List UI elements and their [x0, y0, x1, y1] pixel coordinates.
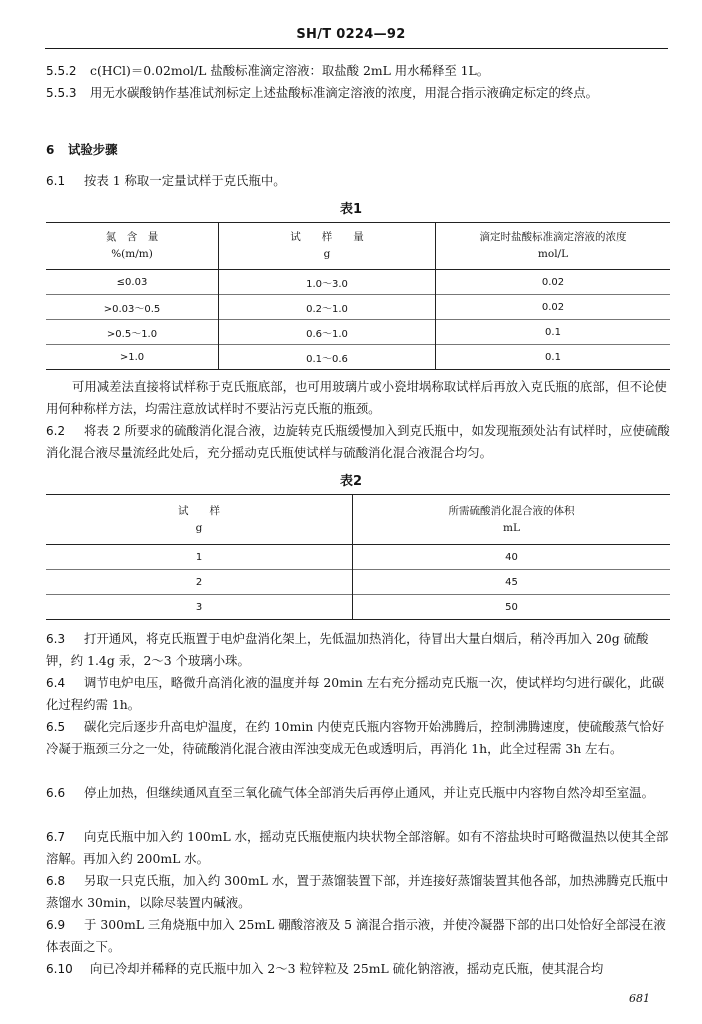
table-cell: 40	[353, 545, 671, 570]
header-unit: mL	[503, 521, 520, 534]
header-label: 所需硫酸消化混合液的体积	[448, 504, 575, 517]
table-2-caption: 表2	[339, 474, 363, 489]
clause-6-3	[46, 628, 670, 672]
clause-number: 6.10	[46, 962, 73, 976]
table-cell: >0.03～0.5	[46, 295, 219, 320]
clause-number: 6.4	[46, 676, 66, 690]
page-number: 681	[629, 992, 650, 1005]
clause-6-1	[46, 170, 670, 192]
header-rule	[45, 48, 668, 49]
header-cell	[436, 223, 671, 270]
header-cell	[219, 223, 436, 270]
table-cell: 0.1	[436, 320, 671, 345]
table-cell: >0.5～1.0	[46, 320, 219, 345]
clause-number: 6.5	[46, 720, 66, 734]
table-cell: ≤0.03	[116, 276, 148, 288]
clause-6-6	[46, 782, 670, 804]
clause-text: 打开通风，将克氏瓶置于电炉盘消化架上，先低温加热消化，待冒出大量白烟后，稍冷再加入 20g 硫酸钾，约 1.4g 汞，2～3 个玻璃小珠。	[46, 631, 649, 668]
header-label: 试 样	[178, 504, 220, 517]
clause-5-5-3	[46, 82, 670, 104]
clause-6-9	[46, 914, 670, 958]
table-cell: 2	[46, 570, 353, 595]
clause-6-2	[46, 420, 670, 464]
clause-number: 5.5.3	[46, 86, 77, 100]
table-cell: 3	[46, 595, 353, 620]
section-6-title	[46, 140, 118, 158]
table-cell: 0.6～1.0	[219, 320, 436, 345]
clause-number: 6.9	[46, 918, 66, 932]
table-row	[46, 345, 670, 370]
clause-number: 5.5.2	[46, 64, 77, 78]
table-1-caption: 表1	[339, 202, 363, 217]
header-cell	[46, 495, 353, 545]
table-2	[46, 494, 670, 620]
header-unit: mol/L	[537, 248, 569, 260]
table-cell: 0.02	[436, 270, 671, 295]
header-cell	[46, 223, 219, 270]
clause-6-7	[46, 826, 670, 870]
clause-text: 另取一只克氏瓶，加入约 300mL 水，置于蒸馏装置下部，并连接好蒸馏装置其他各部，加热沸腾克氏瓶中蒸馏水 30min，以除尽装置内碱液。	[46, 873, 669, 910]
table-cell: 0.2～1.0	[219, 295, 436, 320]
header-unit: %(m/m)	[111, 248, 153, 260]
clause-text: 碳化完后逐步升高电炉温度，在约 10min 内使克氏瓶内容物开始沸腾后，控制沸腾速度，使硫酸蒸气恰好冷凝于瓶颈三分之一处，待硫酸消化混合液由浑浊变成无色或透明后，再消化 1h，此全过程需 3h 左右。	[46, 719, 665, 756]
clause-text: 按表 1 称取一定量试样于克氏瓶中。	[84, 173, 286, 188]
clause-text: 于 300mL 三角烧瓶中加入 25mL 硼酸溶液及 5 滴混合指示液，并使冷凝器下部的出口处恰好全部浸在液体表面之下。	[46, 917, 666, 954]
clause-text: 向已冷却并稀释的克氏瓶中加入 2～3 粒锌粒及 25mL 硫化钠溶液，摇动克氏瓶，使其混合均	[90, 961, 604, 976]
header-label: 试 样 量	[290, 231, 364, 243]
table-cell: 0.02	[436, 295, 671, 320]
table-row	[46, 320, 670, 345]
clause-5-5-2	[46, 60, 670, 82]
clause-text: 停止加热，但继续通风直至三氧化硫气体全部消失后再停止通风，并让克氏瓶中内容物自然冷却至室温。	[84, 785, 654, 800]
section-title-text: 试验步骤	[68, 142, 118, 157]
clause-6-5	[46, 716, 670, 760]
clause-text: c(HCl)＝0.02mol/L 盐酸标准滴定溶液：取盐酸 2mL 用水稀释至 1L。	[90, 63, 490, 78]
header-unit: g	[323, 248, 331, 260]
clause-number: 6.2	[46, 424, 66, 438]
section-number: 6	[46, 143, 55, 157]
clause-text: 将表 2 所要求的硫酸消化混合液，边旋转克氏瓶缓慢加入到克氏瓶中，如发现瓶颈处沾有试样时，应使硫酸消化混合液尽量流经此处后，充分摇动克氏瓶使试样与硫酸消化混合液混合均匀。	[46, 423, 670, 460]
table-cell: 0.1	[436, 345, 671, 370]
table-cell: 1.0～3.0	[219, 270, 436, 295]
clause-6-10	[46, 958, 670, 980]
header-unit: g	[195, 521, 203, 534]
clause-text: 用无水碳酸钠作基准试剂标定上述盐酸标准滴定溶液的浓度，用混合指示液确定标定的终点。	[90, 85, 599, 100]
table-1	[46, 222, 670, 370]
table-row	[46, 545, 670, 570]
clause-number: 6.3	[46, 632, 66, 646]
table-row	[46, 595, 670, 620]
table-cell: 50	[353, 595, 671, 620]
header-cell	[353, 495, 671, 545]
clause-6-4	[46, 672, 670, 716]
clause-number: 6.6	[46, 786, 66, 800]
table-cell: 1	[195, 551, 203, 563]
clause-text: 向克氏瓶中加入约 100mL 水，摇动克氏瓶使瓶内块状物全部溶解。如有不溶盐块时可略微温热以使其全部溶解。再加入约 200mL 水。	[46, 829, 669, 866]
clause-number: 6.1	[46, 174, 66, 188]
table-cell: 45	[353, 570, 671, 595]
header-label: 氮 含 量	[105, 231, 159, 243]
table-row	[46, 270, 670, 295]
clause-6-1-note: 可用减差法直接将试样称于克氏瓶底部，也可用玻璃片或小瓷坩埚称取试样后再放入克氏瓶的底部，但不论使用何种称样方法，均需注意放试样时不要沾污克氏瓶的瓶颈。	[46, 379, 667, 416]
standard-number-header: SH/T 0224—92	[296, 27, 406, 42]
table-cell: >1.0	[46, 345, 219, 370]
table-row	[46, 295, 670, 320]
clause-number: 6.8	[46, 874, 66, 888]
table-row	[46, 570, 670, 595]
table-header-row	[46, 223, 670, 270]
clause-number: 6.7	[46, 830, 66, 844]
clause-text: 调节电炉电压，略微升高消化液的温度并每 20min 左右充分摇动克氏瓶一次，使试样均匀进行碳化，此碳化过程约需 1h。	[46, 675, 665, 712]
header-label: 滴定时盐酸标准滴定溶液的浓度	[479, 231, 627, 243]
table-header-row	[46, 495, 670, 545]
clause-6-8	[46, 870, 670, 914]
table-cell: 0.1～0.6	[219, 345, 436, 370]
